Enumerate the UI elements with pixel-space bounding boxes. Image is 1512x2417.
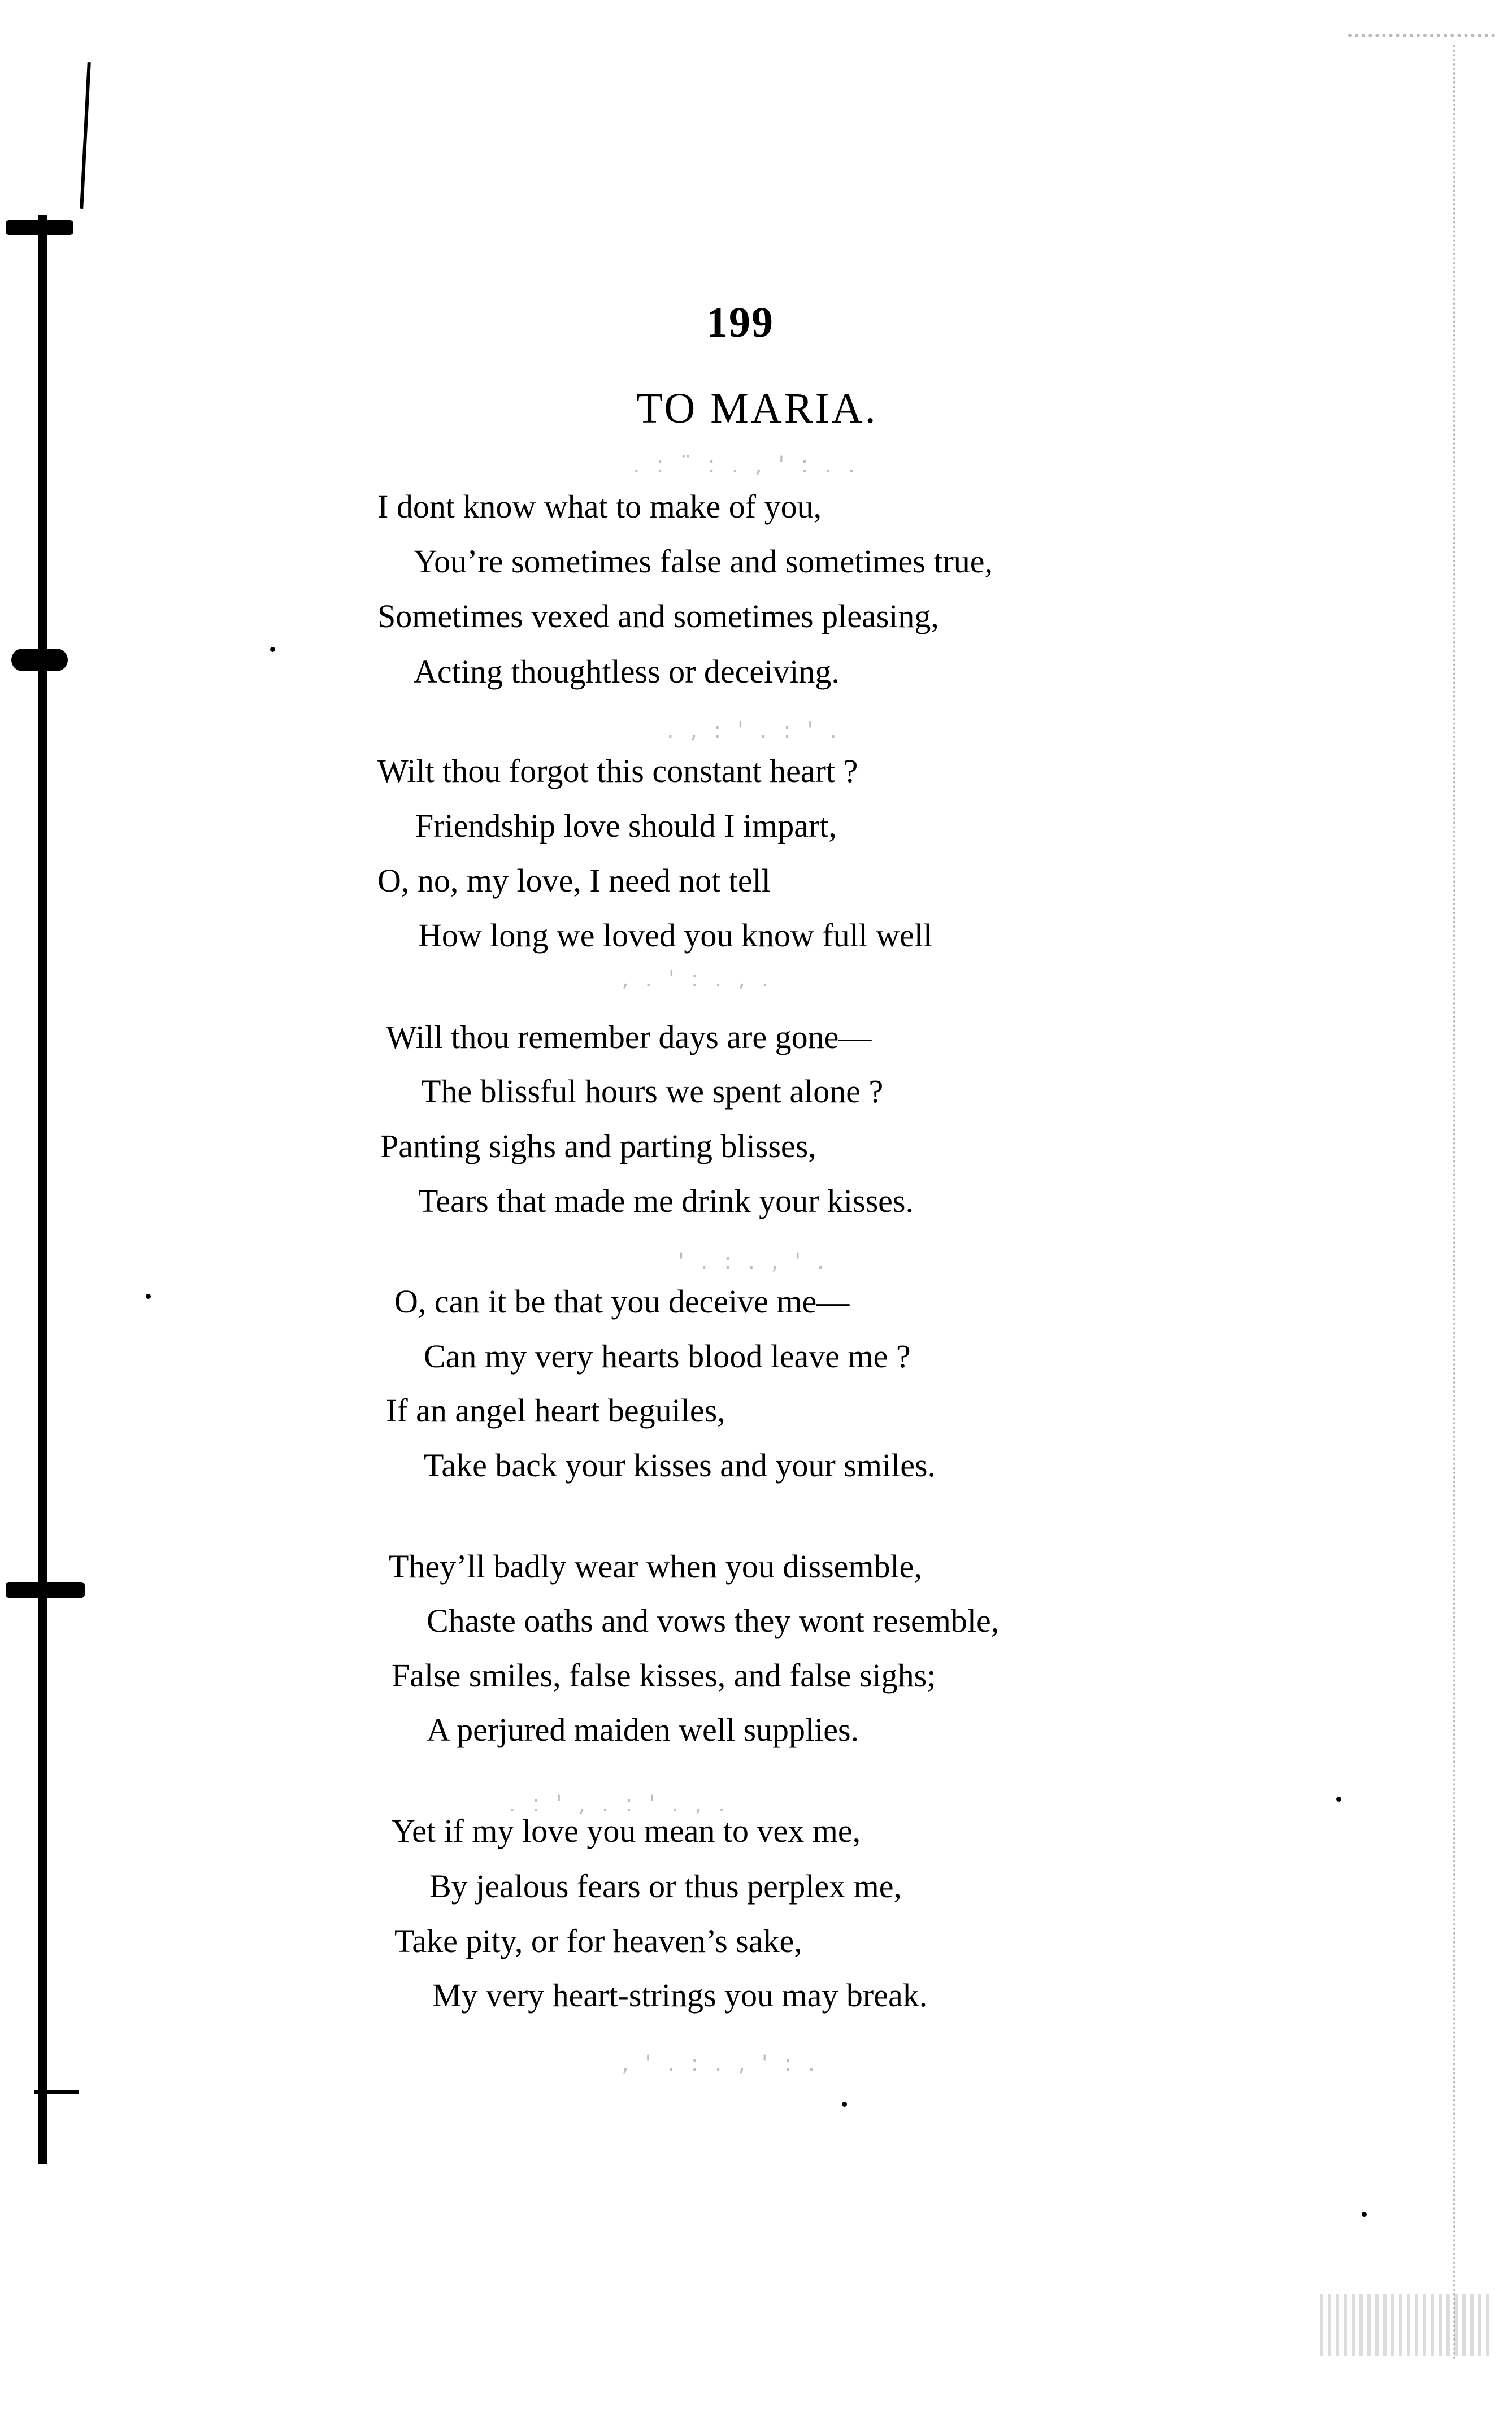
ink-speck: [1362, 2212, 1367, 2217]
poem-line: Chaste oaths and vows they wont resemble,: [427, 1602, 1000, 1639]
poem-line: Tears that made me drink your kisses.: [418, 1183, 914, 1219]
poem-line: Friendship love should I impart,: [415, 807, 837, 844]
poem-line: Can my very hearts blood leave me ?: [424, 1338, 911, 1375]
poem-line: You’re sometimes false and sometimes true,: [414, 543, 993, 580]
show-through-text: . : ' , . : ' . , .: [509, 1791, 730, 1817]
poem-line: Wilt thou forgot this constant heart ?: [377, 753, 858, 789]
poem-line: Take pity, or for heaven’s sake,: [394, 1923, 802, 1959]
poem-line: The blissful hours we spent alone ?: [421, 1073, 884, 1110]
show-through-text: , . ' : . , .: [622, 966, 774, 992]
page-number: 199: [706, 299, 774, 346]
poem-line: False smiles, false kisses, and false sighs;: [392, 1657, 936, 1694]
ink-speck: [146, 1294, 151, 1299]
poem-line: Acting thoughtless or deceiving.: [414, 653, 840, 690]
poem-line: Yet if my love you mean to vex me,: [392, 1812, 861, 1849]
poem-line: How long we loved you know full well: [418, 917, 933, 954]
poem-line: A perjured maiden well supplies.: [427, 1711, 859, 1748]
poem-line: Panting sighs and parting blisses,: [380, 1128, 816, 1164]
poem-title: TO MARIA.: [636, 385, 878, 432]
show-through-text: . : ¨ : . , ' : . .: [633, 452, 860, 478]
poem-line: O, can it be that you deceive me—: [394, 1283, 850, 1320]
show-through-text: . , : ' . : ' .: [667, 718, 841, 744]
poem-line: O, no, my love, I need not tell: [377, 862, 771, 899]
show-through-text: ' . : . , ' .: [678, 1249, 829, 1275]
poem-line: They’ll badly wear when you dissemble,: [389, 1548, 922, 1585]
poem-line: I dont know what to make of you,: [377, 488, 822, 525]
ink-speck: [270, 647, 275, 652]
show-through-text: , ' . : . , ' : .: [622, 2051, 820, 2077]
poem-line: Sometimes vexed and sometimes pleasing,: [377, 598, 939, 634]
poem-line: If an angel heart beguiles,: [386, 1392, 725, 1429]
ink-speck: [842, 2102, 847, 2107]
poem-line: My very heart-strings you may break.: [432, 1977, 928, 2014]
poem-line: By jealous fears or thus perplex me,: [429, 1868, 902, 1905]
poem-line: Take back your kisses and your smiles.: [424, 1447, 936, 1484]
ink-speck: [1336, 1797, 1341, 1802]
poem-line: Will thou remember days are gone—: [386, 1019, 872, 1055]
